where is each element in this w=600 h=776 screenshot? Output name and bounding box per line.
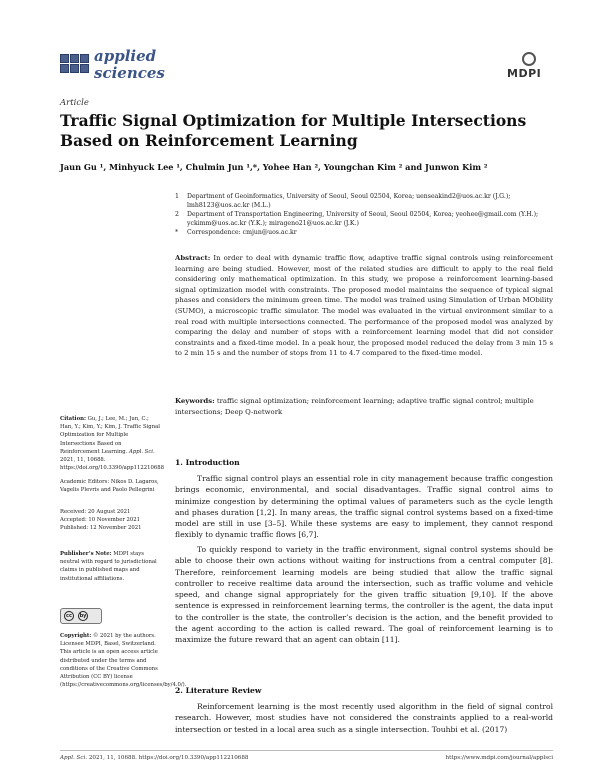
author-list: Jaun Gu ¹, Minhyuck Lee ¹, Chulmin Jun ¹,*, Yohee Han ², Youngchan Kim ² and Junwon Kim ² bbox=[60, 162, 488, 172]
copyright-text: © 2021 by the authors. Licensee MDPI, Basel, Switzerland. This article is an open access article distributed under the terms and conditions of the Creative Commons Attribution (CC BY) license (https://creativecommons.org/licenses/by/4.0/). bbox=[60, 633, 187, 689]
journal-logo-icon bbox=[60, 54, 88, 78]
publisher-name: MDPI bbox=[507, 67, 542, 80]
correspondence-text: Correspondence: cmjun@uos.ac.kr bbox=[187, 229, 297, 237]
editors-label: Academic Editors: bbox=[60, 479, 110, 485]
affiliation-number: 2 bbox=[175, 211, 179, 219]
received-date: Received: 20 August 2021 bbox=[60, 509, 131, 515]
publication-dates bbox=[60, 508, 160, 533]
publisher-note bbox=[60, 550, 160, 583]
affiliation-number: * bbox=[175, 229, 179, 237]
publisher-note-text: MDPI stays neutral with regard to jurisdictional claims in published maps and institutional affiliations. bbox=[60, 551, 157, 582]
cc-by-license-icon[interactable] bbox=[60, 608, 102, 624]
citation-doi[interactable]: 2021, 11, 10688. https://doi.org/10.3390/app112210688 bbox=[60, 457, 164, 472]
abstract-label: Abstract: bbox=[175, 254, 211, 262]
paragraph: Traffic signal control plays an essential role in city management because traffic congestion brings economic, environmental, and social disadvantages. Traffic signal control aims to minimize congestion by determining the optimal values of parameters such as the cycle length and phases duration [1,2]. In many areas, the traffic signal control systems based on a fixed-time model are still in use [3–5]. While these systems are easy to implement, they cannot respond flexibly to dynamic traffic flows [6,7]. bbox=[175, 474, 553, 540]
footer-journal: Appl. Sci. bbox=[60, 755, 88, 761]
affiliation-number: 1 bbox=[175, 193, 179, 200]
affiliation-item bbox=[175, 211, 555, 228]
footer-doi[interactable]: 2021, 11, 10688. https://doi.org/10.3390/app112210688 bbox=[88, 755, 249, 761]
keywords-text: traffic signal optimization; reinforcement learning; adaptive traffic signal control; multiple intersections; Deep Q-network bbox=[175, 397, 534, 416]
copyright-label: Copyright: bbox=[60, 633, 92, 639]
abstract bbox=[175, 253, 553, 359]
publisher-logo[interactable] bbox=[505, 52, 553, 82]
citation-label: Citation: bbox=[60, 416, 86, 422]
journal-name-line1: applied bbox=[94, 47, 157, 65]
journal-name-line2: sciences bbox=[94, 64, 165, 82]
accepted-date: Accepted: 10 November 2021 bbox=[60, 517, 141, 524]
footer-divider bbox=[60, 750, 553, 751]
affiliation-item bbox=[175, 193, 555, 210]
published-date: Published: 12 November 2021 bbox=[60, 525, 142, 532]
journal-name bbox=[94, 48, 165, 82]
academic-editors bbox=[60, 478, 160, 494]
section-heading: 2. Literature Review bbox=[175, 686, 262, 695]
publisher-logo-icon bbox=[522, 52, 536, 66]
copyright-block bbox=[60, 632, 187, 689]
abstract-text: In order to deal with dynamic traffic flow, adaptive traffic signal controls using reinforcement learning are being studied. However, most of the related studies are difficult to apply to the real field considering only mathematical optimization. In this study, we propose a reinforcement learning-based signal optimization model with constraints. The proposed model maintains the sequence of typical signal phases and considers the minimum green time. The model was trained using Simulation of Urban MObility (SUMO), a microscopic traffic simulator. The model was evaluated in the virtual environment similar to a real road with multiple intersections connected. The performance of the proposed model was analyzed by comparing the delay and number of stops with a reinforcement learning model that did not consider constraints and a fixed-time model. In a peak hour, the proposed model reduced the delay from 3 min 15 s to 2 min 15 s and the number of stops from 11 to 4.7 compared to the fixed-time model. bbox=[175, 254, 553, 358]
section-heading: 1. Introduction bbox=[175, 458, 240, 467]
citation-journal: Appl. Sci. bbox=[129, 448, 155, 455]
citation-block bbox=[60, 415, 164, 472]
affiliation-text: Department of Transportation Engineering, University of Seoul, Seoul 02504, Korea; yeohee@gmail.com (Y.H.); yckimm@uos.ac.kr (Y.K.); mirageno21@uos.ac.kr (J.K.) bbox=[187, 211, 539, 227]
editors-names: Nikos D. Lagaros, Vagelis Plevris and Paolo Pellegrini bbox=[60, 479, 159, 494]
footer-citation bbox=[60, 755, 248, 761]
paragraph: To quickly respond to variety in the traffic environment, signal control systems should be able to choose their own actions without waiting for instructions from a central computer [8]. Therefore, reinforcement learning models are being studied that allow the traffic signal controller to receive realtime data around the intersection, such as traffic volume and vehicle speed, and change signal appropriately for the given traffic situation [9,10]. If the above sentence is expressed in reinforcement learning terms, the controller is the agent, the data input to the controller is the state, the controller’s decision is the action, and the benefit provided to the agent according to the action is called reward. The goal of reinforcement learning is to maximize the future reward that an agent can obtain [11]. bbox=[175, 545, 553, 645]
article-type: Article bbox=[60, 98, 89, 108]
by-icon: by bbox=[79, 613, 87, 619]
cc-icon: cc bbox=[64, 611, 74, 621]
keywords-label: Keywords: bbox=[175, 397, 215, 405]
article-title: Traffic Signal Optimization for Multiple Intersections Based on Reinforcement Learning bbox=[60, 111, 527, 150]
keywords bbox=[175, 396, 553, 417]
affiliation-text: Department of Geoinformatics, University of Seoul, Seoul 02504, Korea; uenseakind2@uos.ac.kr (J.G.); lmh8123@uos.ac.kr (M.L.) bbox=[187, 193, 511, 209]
publisher-note-label: Publisher’s Note: bbox=[60, 551, 112, 557]
footer-journal-url[interactable]: https://www.mdpi.com/journal/applsci bbox=[445, 755, 553, 761]
affiliation-item bbox=[175, 229, 555, 238]
paragraph: Reinforcement learning is the most recently used algorithm in the field of signal control research. However, most studies have not considered the constraints applied to a real-world intersection or tested in a local area such as a single intersection. Touhbi et al. (2017) bbox=[175, 702, 553, 734]
citation-text: Gu, J.; Lee, M.; Jun, C.; Han, Y.; Kim, Y.; Kim, J. Traffic Signal Optimization for Multiple Intersections Based on Reinforcement Learning. bbox=[60, 416, 160, 455]
affiliations bbox=[175, 193, 555, 239]
journal-logo[interactable] bbox=[60, 47, 165, 96]
